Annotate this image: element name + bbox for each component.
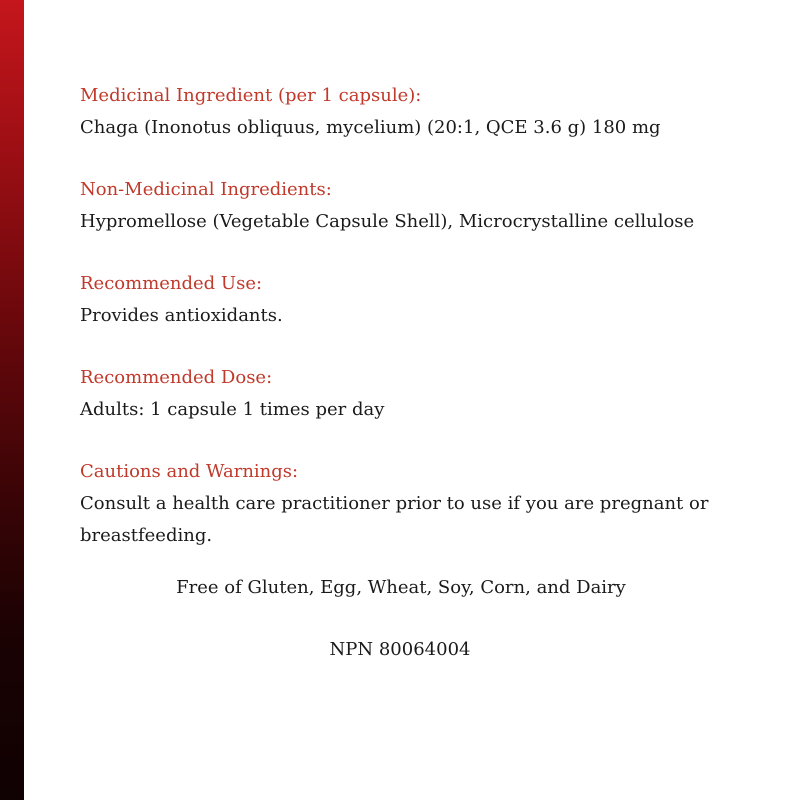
section-text: Adults: 1 capsule 1 times per day: [80, 399, 385, 420]
allergen-statement: [0, 573, 800, 603]
section-heading: Recommended Use:: [80, 273, 263, 294]
section-heading: Recommended Dose:: [80, 367, 273, 388]
section-text: Provides antioxidants.: [80, 305, 283, 326]
label-content: [80, 80, 770, 582]
section-text: Hypromellose (Vegetable Capsule Shell), Microcrystalline cellulose: [80, 211, 695, 232]
section-heading: Non-Medicinal Ingredients:: [80, 179, 332, 200]
section-non-medicinal-ingredients: [80, 174, 770, 238]
section-cautions-warnings: [80, 456, 770, 552]
section-recommended-use: [80, 268, 770, 332]
section-heading: Cautions and Warnings:: [80, 461, 299, 482]
section-heading: Medicinal Ingredient (per 1 capsule):: [80, 85, 422, 106]
allergen-text: Free of Gluten, Egg, Wheat, Soy, Corn, and Dairy: [176, 577, 626, 598]
npn-label: NPN: [329, 639, 374, 660]
decorative-side-bar: [0, 0, 24, 800]
section-medicinal-ingredient: [80, 80, 770, 144]
section-recommended-dose: [80, 362, 770, 426]
section-text: Consult a health care practitioner prior to use if you are pregnant or breastfeeding.: [80, 493, 709, 546]
section-text: Chaga (Inonotus obliquus, mycelium) (20:1, QCE 3.6 g) 180 mg: [80, 117, 661, 138]
npn-statement: [0, 635, 800, 665]
npn-number: 80064004: [378, 639, 471, 660]
